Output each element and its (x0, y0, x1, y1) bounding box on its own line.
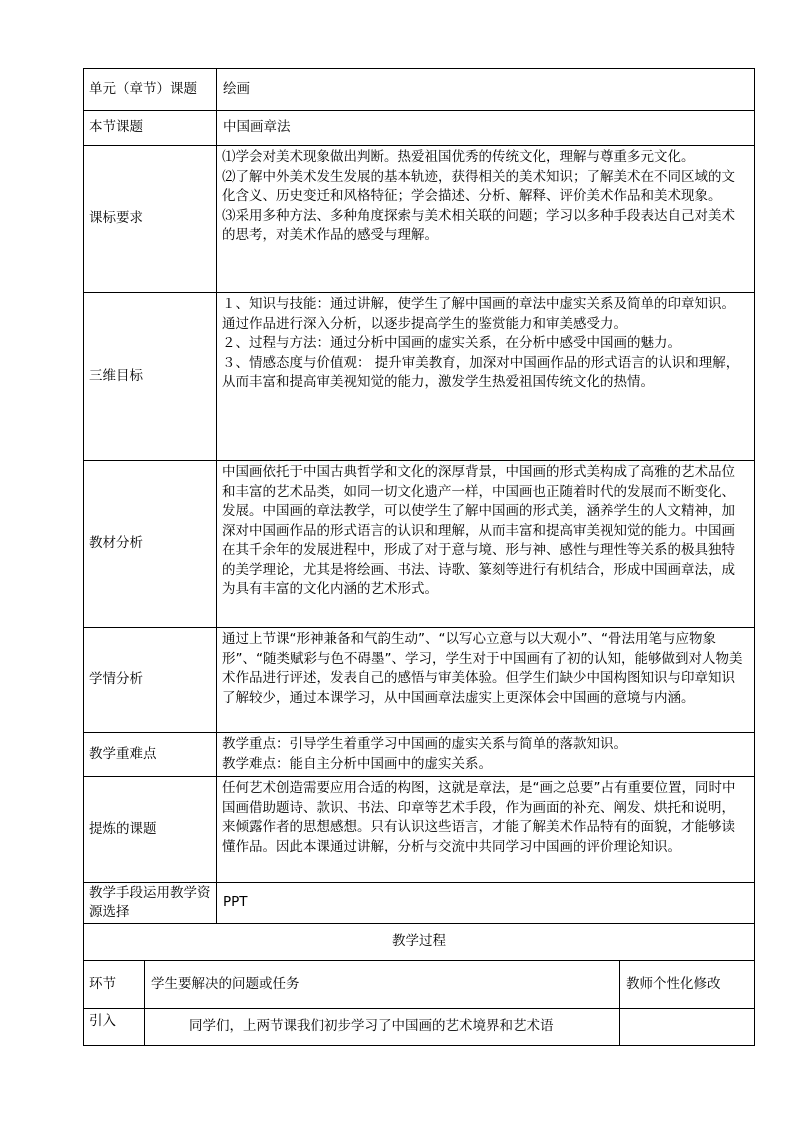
paragraph: ⑶采用多种方法、多种角度探索与美术相关联的问题；学习以多种手段表达自己对美术的思考，对美术作品的感受与理解。 (222, 207, 735, 243)
table-row (84, 961, 755, 1009)
table-row (84, 146, 755, 293)
process-header-notes: 教师个性化修改 (620, 961, 755, 1009)
row-label: 本节课题 (84, 111, 217, 146)
row-label: 三维目标 (84, 293, 217, 461)
paragraph: ⑵了解中外美术发生发展的基本轨迹，获得相关的美术知识；了解美术在不同区域的文化含义、历史变迁和风格特征；学会描述、分析、解释、评价美术作品和美术现象。 (222, 168, 735, 204)
row-label: 教学手段运用教学资源选择 (84, 883, 217, 924)
table-row (84, 461, 755, 628)
unit-title-value: 绘画 (217, 69, 755, 111)
paragraph: 任何艺术创造需要应用合适的构图，这就是章法，是“画之总要”占有重要位置，同时中国画借助题诗、款识、书法、印章等艺术手段，作为画面的补充、阐发、烘托和说明，来倾露作者的思想感想。只有认识这些语言，才能了解美术作品特有的面貌，才能够读懂作品。因此本课通过讲解，分析与交流中共同学习中国画的评价理论知识。 (222, 780, 736, 855)
lesson-plan-table (83, 68, 755, 1046)
objectives-content (217, 293, 755, 461)
process-title: 教学过程 (84, 924, 755, 961)
paragraph: ２、过程与方法：通过分析中国画的虚实关系，在分析中感受中国画的魅力。 (222, 335, 681, 351)
textbook-analysis-content (217, 461, 755, 628)
row-label: 提炼的课题 (84, 777, 217, 883)
process-step-label: 引入 (84, 1009, 145, 1046)
table-row (84, 883, 755, 924)
process-step-notes (620, 1009, 755, 1046)
paragraph: 教学难点：能自主分析中国画中的虚实关系。 (222, 755, 492, 772)
table-row (84, 733, 755, 777)
process-step-text: 同学们，上两节课我们初步学习了中国画的艺术境界和艺术语 (145, 1009, 620, 1046)
standards-content (217, 146, 755, 293)
table-row (84, 628, 755, 733)
row-label: 学情分析 (84, 628, 217, 733)
paragraph: １、知识与技能：通过讲解，使学生了解中国画的章法中虚实关系及简单的印章知识。通过作品进行深入分析，以逐步提高学生的鉴赏能力和审美感受力。 (222, 296, 735, 332)
paragraph: 教学重点：引导学生着重学习中国画的虚实关系与简单的落款知识。 (222, 736, 627, 752)
table-row (84, 777, 755, 883)
student-analysis-content (217, 628, 755, 733)
resources-value: PPT (217, 883, 755, 924)
table-row (84, 924, 755, 961)
row-label: 单元（章节）课题 (84, 69, 217, 111)
row-label: 教材分析 (84, 461, 217, 628)
paragraph: ⑴学会对美术现象做出判断。热爱祖国优秀的传统文化，理解与尊重多元文化。 (222, 149, 695, 165)
process-header-step: 环节 (84, 961, 145, 1009)
table-row (84, 111, 755, 146)
refined-topic-content (217, 777, 755, 883)
paragraph: 通过上节课“形神兼备和气韵生动”、“以写心立意与以大观小”、“骨法用笔与应物象形”、“随类赋彩与色不碍墨”、学习，学生对于中国画有了初的认知，能够做到对人物美术作品进行评述，发表自己的感悟与审美体验。但学生们缺少中国构图知识与印章知识了解较少，通过本课学习，从中国画章法虚实上更深体会中国画的意境与内涵。 (222, 631, 743, 706)
lesson-title-value: 中国画章法 (217, 111, 755, 146)
paragraph: ３、情感态度与价值观： 提升审美教育，加深对中国画作品的形式语言的认识和理解，从而丰富和提高审美视知觉的能力，激发学生热爱祖国传统文化的热情。 (222, 354, 740, 390)
row-label: 教学重难点 (84, 733, 217, 777)
process-header-task: 学生要解决的问题或任务 (145, 961, 620, 1009)
key-points-content (217, 733, 755, 777)
paragraph: 中国画依托于中国古典哲学和文化的深厚背景，中国画的形式美构成了高雅的艺术品位和丰富的艺术品类，如同一切文化遗产一样，中国画也正随着时代的发展而不断变化、发展。中国画的章法教学，可以使学生了解中国画的形式美，涵养学生的人文精神，加深对中国画作品的形式语言的认识和理解，从而丰富和提高审美视知觉的能力。中国画在其千余年的发展进程中，形成了对于意与境、形与神、感性与理性等关系的极具独特的美学理论，尤其是将绘画、书法、诗歌、篆刻等进行有机结合，形成中国画章法，成为具有丰富的文化内涵的艺术形式。 (222, 464, 735, 597)
table-row (84, 69, 755, 111)
table-row (84, 1009, 755, 1046)
table-row (84, 293, 755, 461)
row-label: 课标要求 (84, 146, 217, 293)
